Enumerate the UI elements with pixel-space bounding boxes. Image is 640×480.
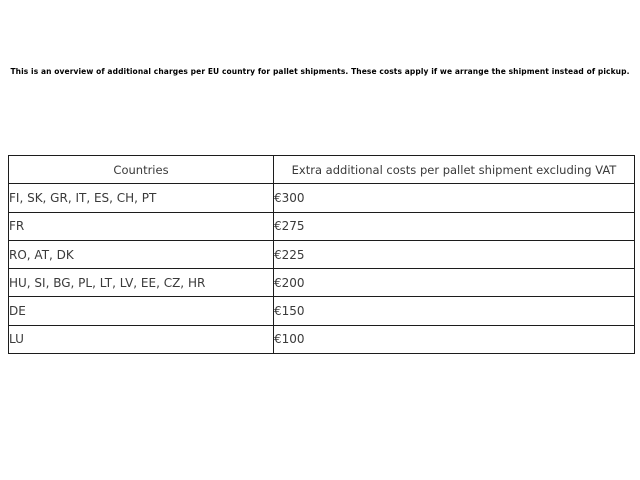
cost-cell: €225 bbox=[274, 240, 635, 268]
table-row bbox=[9, 297, 635, 325]
cost-cell: €150 bbox=[274, 297, 635, 325]
table-row bbox=[9, 240, 635, 268]
countries-cell: LU bbox=[9, 325, 274, 353]
cost-cell: €300 bbox=[274, 184, 635, 212]
countries-cell: DE bbox=[9, 297, 274, 325]
countries-cell: FI, SK, GR, IT, ES, CH, PT bbox=[9, 184, 274, 212]
table-row bbox=[9, 184, 635, 212]
charges-table bbox=[8, 155, 635, 354]
costs-column-header: Extra additional costs per pallet shipment excluding VAT bbox=[274, 156, 635, 184]
cost-cell: €200 bbox=[274, 269, 635, 297]
countries-cell: HU, SI, BG, PL, LT, LV, EE, CZ, HR bbox=[9, 269, 274, 297]
countries-column-header: Countries bbox=[9, 156, 274, 184]
table-row bbox=[9, 325, 635, 353]
intro-note: This is an overview of additional charges per EU country for pallet shipments. These costs apply if we arrange the shipment instead of pickup. bbox=[10, 67, 630, 76]
countries-cell: FR bbox=[9, 212, 274, 240]
cost-cell: €100 bbox=[274, 325, 635, 353]
countries-cell: RO, AT, DK bbox=[9, 240, 274, 268]
table-row bbox=[9, 269, 635, 297]
table-header-row bbox=[9, 156, 635, 184]
table-row bbox=[9, 212, 635, 240]
cost-cell: €275 bbox=[274, 212, 635, 240]
